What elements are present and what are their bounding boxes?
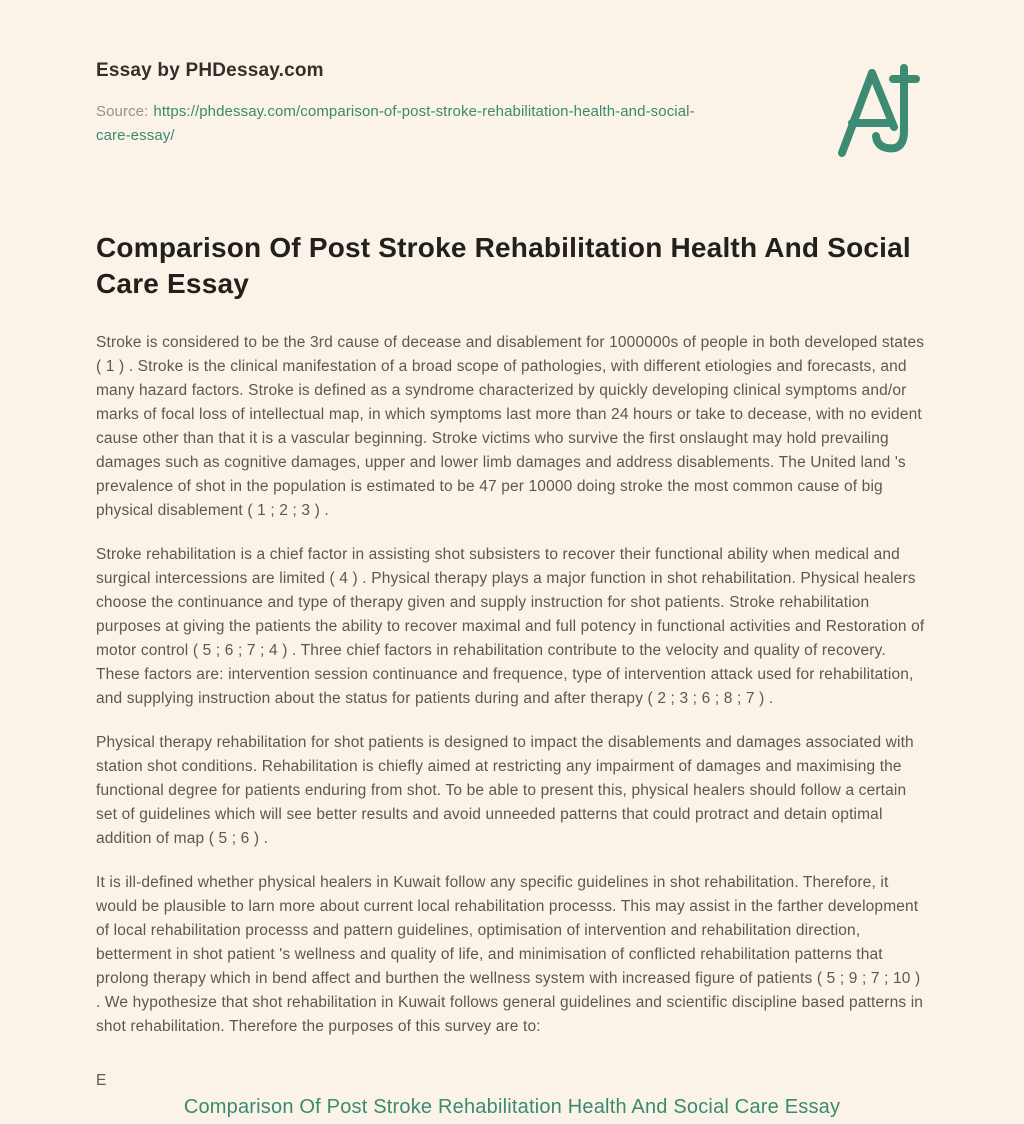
essay-paragraph-2: Stroke rehabilitation is a chief factor in assisting shot subsisters to recover their functional ability when medical and surgical intercessions are limited ( 4 ) . Physical therapy plays a major function in shot rehabilitation. Physical healers choose the continuance and type of therapy given and supply instruction for shot patients. Stroke rehabilitation purposes at giving the patients the ability to recover maximal and full potency in functional activities and Restoration of motor control ( 5 ; 6 ; 7 ; 4 ) . Three chief factors in rehabilitation contribute to the velocity and quality of recovery. These factors are: intervention session continuance and frequence, type of intervention attack used for rehabilitation, and supplying instruction about the status for patients during and after therapy ( 2 ; 3 ; 6 ; 8 ; 7 ) . xyxy=(96,545,925,707)
header-text-block xyxy=(96,60,724,148)
phdessay-logo-icon xyxy=(834,63,924,158)
essay-paragraph-3: Physical therapy rehabilitation for shot patients is designed to impact the disablements and damages associated with station shot conditions. Rehabilitation is chiefly aimed at restricting any impairment of damages and maximising the functional degree for patients enduring from shot. To be able to present this, physical healers should follow a certain set of guidelines which will see better results and avoid unneeded patterns that could protract and detain optimal addition of map ( 5 ; 6 ) . xyxy=(96,734,914,848)
page-header xyxy=(96,60,928,158)
source-label: Source: xyxy=(96,103,149,120)
essay-title: Comparison Of Post Stroke Rehabilitation Health And Social Care Essay xyxy=(96,232,911,300)
byline: Essay by PHDessay.com xyxy=(96,60,324,81)
footer-citation-link[interactable]: Comparison Of Post Stroke Rehabilitation Health And Social Care Essay xyxy=(183,1096,841,1118)
essay-paragraph-4: It is ill-defined whether physical healers in Kuwait follow any specific guidelines in shot rehabilitation. Therefore, it would be plausible to larn more about current local rehabilitation processs. This may assist in the farther development of local rehabilitation processs and pattern guidelines, optimisation of intervention and rehabilitation direction, betterment in shot patient 's wellness and quality of life, and minimisation of conflicted rehabilitation patterns that prolong therapy which in bend affect and burthen the wellness system with increased figure of patients ( 5 ; 9 ; 7 ; 10 ) . We hypothesize that shot rehabilitation in Kuwait follows general guidelines and scientific discipline based patterns in shot rehabilitation. Therefore the purposes of this survey are to: xyxy=(96,874,924,1036)
essay-paragraph-truncated: E xyxy=(96,1072,107,1090)
source-url-link[interactable]: https://phdessay.com/comparison-of-post-stroke-rehabilitation-health-and-social-care-essay/ xyxy=(96,103,695,144)
essay-paragraph-1: Stroke is considered to be the 3rd cause of decease and disablement for 1000000s of people in both developed states ( 1 ) . Stroke is the clinical manifestation of a broad scope of pathologies, with different etiologies and forecasts, and many hazard factors. Stroke is defined as a syndrome characterized by quickly developing clinical symptoms and/or marks of focal loss of intellectual map, in which symptoms last more than 24 hours or take to decease, with no evident cause other than that it is a vascular beginning. Stroke victims who survive the first onslaught may hold prevailing damages such as cognitive damages, upper and lower limb damages and address disablements. The United land 's prevalence of shot in the population is estimated to be 47 per 10000 doing stroke the most common cause of big physical disablement ( 1 ; 2 ; 3 ) . xyxy=(96,333,925,519)
source-line xyxy=(96,100,724,148)
